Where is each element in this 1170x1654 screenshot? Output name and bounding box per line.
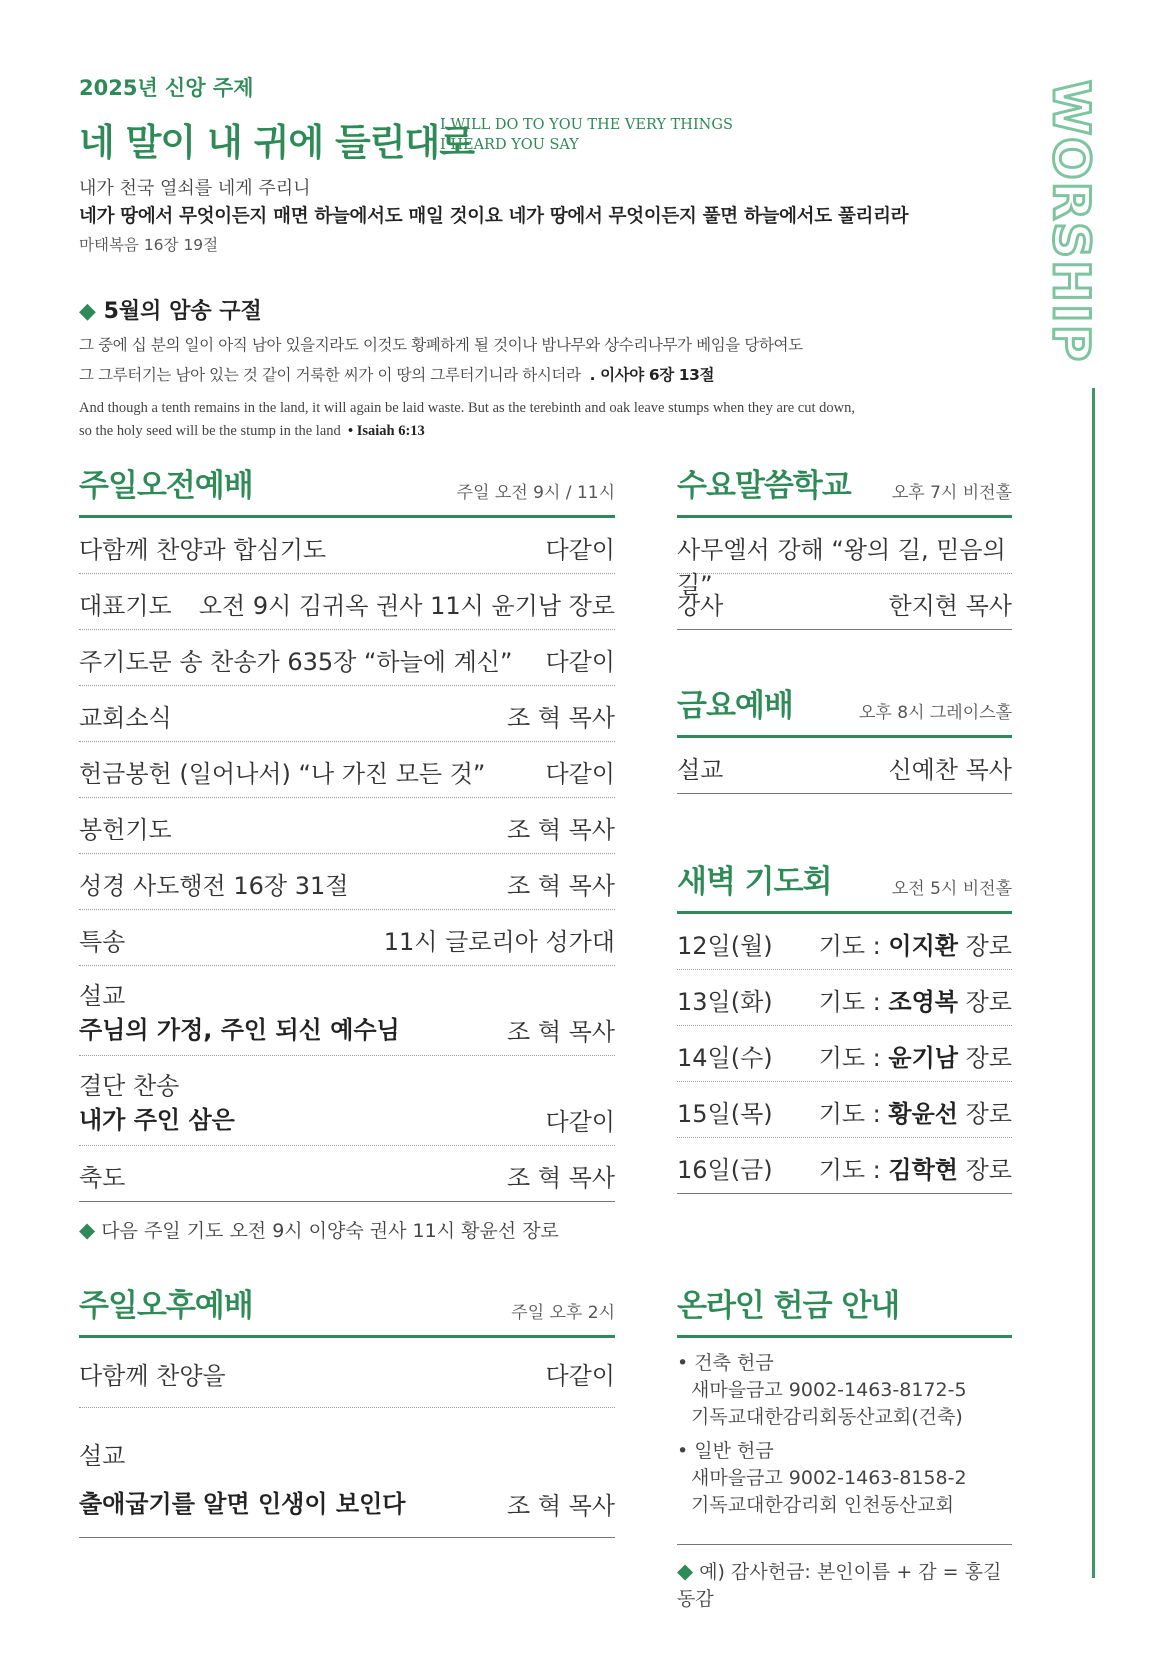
building-offering-label: • 건축 헌금: [677, 1352, 774, 1374]
memory-verse-title: [79, 294, 262, 325]
order-row: [79, 518, 615, 574]
dawn-row: [677, 970, 1012, 1026]
sermon-title: 주님의 가정, 주인 되신 예수님: [79, 1016, 400, 1044]
leader-title: 장로: [965, 1100, 1012, 1128]
memory-verse-korean-line2: [79, 363, 714, 385]
theme-verse-reference: 마태복음 16장 19절: [79, 236, 219, 254]
lecturer-name: 한지현 목사: [888, 592, 1012, 620]
memory-verse-title-text: 5월의 암송 구절: [103, 299, 262, 324]
theme-verse-line2: 네가 땅에서 무엇이든지 매면 하늘에서도 매일 것이요 네가 땅에서 무엇이든지 풀면 하늘에서도 풀리리라: [79, 206, 909, 227]
wednesday-section: [677, 470, 1012, 630]
sermon-title: 출애굽기를 알면 인생이 보인다: [79, 1490, 406, 1518]
order-item: 교회소식: [79, 704, 172, 732]
order-row-sermon: [79, 1408, 615, 1538]
dawn-prayer-title: 새벽 기도회: [677, 864, 832, 900]
leader-title: 장로: [965, 1044, 1012, 1072]
leader-title: 장로: [965, 988, 1012, 1016]
leader-name: 윤기남: [888, 1044, 958, 1072]
order-row: [79, 686, 615, 742]
friday-title: 금요예배: [677, 688, 793, 724]
order-row: [79, 1146, 615, 1202]
leader-title: 장로: [965, 1156, 1012, 1184]
sunday-afternoon-header: [79, 1290, 615, 1338]
sunday-morning-section: [79, 470, 615, 1243]
order-row: [79, 742, 615, 798]
hymn-title: 내가 주인 삼은: [79, 1106, 235, 1134]
prayer-label: 기도 :: [818, 1100, 881, 1128]
online-offering-section: [677, 1290, 1012, 1611]
online-offering-body: [677, 1338, 1012, 1545]
dawn-prayer-section: [677, 866, 1012, 1194]
leader-name: 황윤선: [888, 1100, 958, 1128]
dawn-day: 15일(목): [677, 1100, 773, 1128]
sermon-label: 설교: [677, 756, 724, 784]
building-offering: [677, 1350, 967, 1431]
order-item: 다함께 찬양과 합심기도: [79, 536, 327, 564]
order-leader: 다같이: [545, 536, 615, 564]
sunday-afternoon-title: 주일오후예배: [79, 1288, 253, 1324]
friday-header: [677, 690, 1012, 738]
english-theme-line1: I WILL DO TO YOU THE VERY THINGS: [440, 117, 733, 133]
order-item: 축도: [79, 1164, 126, 1192]
prayer-label: 기도 :: [818, 1156, 881, 1184]
order-item: 봉헌기도: [79, 816, 172, 844]
dawn-row: [677, 1082, 1012, 1138]
dawn-day: 14일(수): [677, 1044, 773, 1072]
diamond-icon: ◆: [79, 299, 96, 324]
memory-verse-korean-line1: 그 중에 십 분의 일이 아직 남아 있을지라도 이것도 황폐하게 될 것이나 밤나무와 상수리나무가 베임을 당하여도: [79, 336, 803, 354]
friday-time: 오후 8시 그레이스홀: [859, 703, 1012, 723]
side-divider-line: [1092, 388, 1095, 1578]
order-leader: 11시 글로리아 성가대: [383, 928, 615, 956]
sunday-morning-header: [79, 470, 615, 518]
english-theme-line2: I HEARD YOU SAY: [440, 137, 579, 153]
friday-section: [677, 690, 1012, 794]
dawn-leader: [819, 1150, 1012, 1185]
general-offering: [677, 1438, 967, 1519]
worship-side-label-text: WORSHIP: [1042, 80, 1100, 364]
memory-verse-korean-line2-text: 그 그루터기는 남아 있는 것 같이 거룩한 씨가 이 땅의 그루터기니라 하시더라: [79, 366, 581, 384]
dawn-day: 12일(월): [677, 932, 773, 960]
diamond-icon: ◆: [677, 1559, 694, 1583]
order-leader: 다같이: [545, 1362, 615, 1390]
memory-verse-english-reference: • Isaiah 6:13: [348, 423, 425, 439]
offering-example-note: [677, 1557, 1012, 1611]
wednesday-row: [677, 574, 1012, 630]
dawn-leader: [819, 1038, 1012, 1073]
preacher-name: 신예찬 목사: [888, 756, 1012, 784]
order-item: 대표기도: [79, 592, 172, 620]
year-theme-label: 2025년 신앙 주제: [79, 76, 254, 100]
online-offering-header: [677, 1290, 1012, 1338]
leader-name: 김학현: [888, 1156, 958, 1184]
building-offering-holder: 기독교대한감리회동산교회(건축): [691, 1406, 963, 1428]
dawn-leader: [819, 926, 1012, 961]
prayer-label: 기도 :: [818, 1044, 881, 1072]
general-offering-holder: 기독교대한감리회 인천동산교회: [691, 1494, 954, 1516]
online-offering-title: 온라인 헌금 안내: [677, 1288, 900, 1324]
order-row: [79, 1338, 615, 1408]
wednesday-row: [677, 518, 1012, 599]
memory-verse-english-line2-text: so the holy seed will be the stump in the land: [79, 423, 341, 439]
dawn-prayer-header: [677, 866, 1012, 914]
order-item: 주기도문 송 찬송가 635장 “하늘에 계신”: [79, 648, 513, 676]
dawn-day: 16일(금): [677, 1156, 773, 1184]
wednesday-time: 오후 7시 비전홀: [891, 483, 1012, 503]
memory-verse-korean-reference: . 이사야 6장 13절: [589, 366, 715, 384]
order-item: 결단 찬송: [79, 1072, 180, 1100]
wednesday-header: [677, 470, 1012, 518]
order-leader: 조 혁 목사: [507, 704, 615, 732]
next-week-prayer-note: [79, 1216, 615, 1243]
diamond-icon: ◆: [79, 1218, 96, 1242]
order-leader: 조 혁 목사: [507, 872, 615, 900]
order-item: 성경 사도행전 16장 31절: [79, 872, 349, 900]
order-row: [79, 910, 615, 966]
memory-verse-english-line2: [79, 423, 425, 440]
dawn-leader: [819, 1094, 1012, 1129]
sunday-morning-time: 주일 오전 9시 / 11시: [456, 483, 615, 503]
order-leader: 오전 9시 김귀옥 권사 11시 윤기남 장로: [198, 592, 615, 620]
memory-verse-english-line1: And though a tenth remains in the land, it will again be laid waste. But as the terebinth and oak leave stumps when they are cut down,: [79, 400, 855, 416]
sunday-afternoon-time: 주일 오후 2시: [511, 1303, 615, 1323]
worship-side-label: [1042, 80, 1100, 370]
order-item: 헌금봉헌 (일어나서) “나 가진 모든 것”: [79, 760, 486, 788]
dawn-row: [677, 1138, 1012, 1194]
order-row: [79, 798, 615, 854]
order-row: [79, 574, 615, 630]
leader-name: 이지환: [888, 932, 958, 960]
main-theme-title: 네 말이 내 귀에 들린대로: [79, 121, 474, 164]
wednesday-title: 수요말씀학교: [677, 468, 851, 504]
lecturer-label: 강사: [677, 592, 724, 620]
sunday-afternoon-section: [79, 1290, 615, 1538]
order-leader: 조 혁 목사: [507, 1018, 615, 1046]
prayer-label: 기도 :: [818, 988, 881, 1016]
general-offering-label: • 일반 헌금: [677, 1440, 774, 1462]
dawn-prayer-time: 오전 5시 비전홀: [891, 879, 1012, 899]
english-theme: [440, 115, 733, 155]
friday-row: [677, 738, 1012, 794]
general-offering-account: 새마을금고 9002-1463-8158-2: [691, 1467, 967, 1489]
leader-name: 조영복: [888, 988, 958, 1016]
order-item: 다함께 찬양을: [79, 1362, 226, 1390]
lecture-title: 사무엘서 강해 “왕의 길, 믿음의 길”: [677, 536, 1006, 599]
order-leader: 조 혁 목사: [507, 816, 615, 844]
dawn-leader: [819, 982, 1012, 1017]
order-leader: 조 혁 목사: [507, 1492, 615, 1520]
building-offering-account: 새마을금고 9002-1463-8172-5: [691, 1379, 967, 1401]
order-row: [79, 630, 615, 686]
order-row-sermon: [79, 966, 615, 1056]
order-leader: 다같이: [545, 760, 615, 788]
offering-example-text: 예) 감사헌금: 본인이름 + 감 = 홍길동감: [677, 1561, 1002, 1610]
order-item: 설교: [79, 1442, 126, 1470]
order-leader: 조 혁 목사: [507, 1164, 615, 1192]
dawn-row: [677, 1026, 1012, 1082]
order-row-hymn: [79, 1056, 615, 1146]
order-row: [79, 854, 615, 910]
order-item: 특송: [79, 928, 126, 956]
next-week-prayer-text: 다음 주일 기도 오전 9시 이양숙 권사 11시 황윤선 장로: [101, 1220, 559, 1242]
leader-title: 장로: [965, 932, 1012, 960]
theme-verse-line1: 내가 천국 열쇠를 네게 주리니: [79, 178, 311, 199]
order-item: 설교: [79, 982, 126, 1010]
order-leader: 다같이: [545, 1108, 615, 1136]
order-leader: 다같이: [545, 648, 615, 676]
dawn-row: [677, 914, 1012, 970]
sunday-morning-title: 주일오전예배: [79, 468, 253, 504]
prayer-label: 기도 :: [818, 932, 881, 960]
dawn-day: 13일(화): [677, 988, 773, 1016]
